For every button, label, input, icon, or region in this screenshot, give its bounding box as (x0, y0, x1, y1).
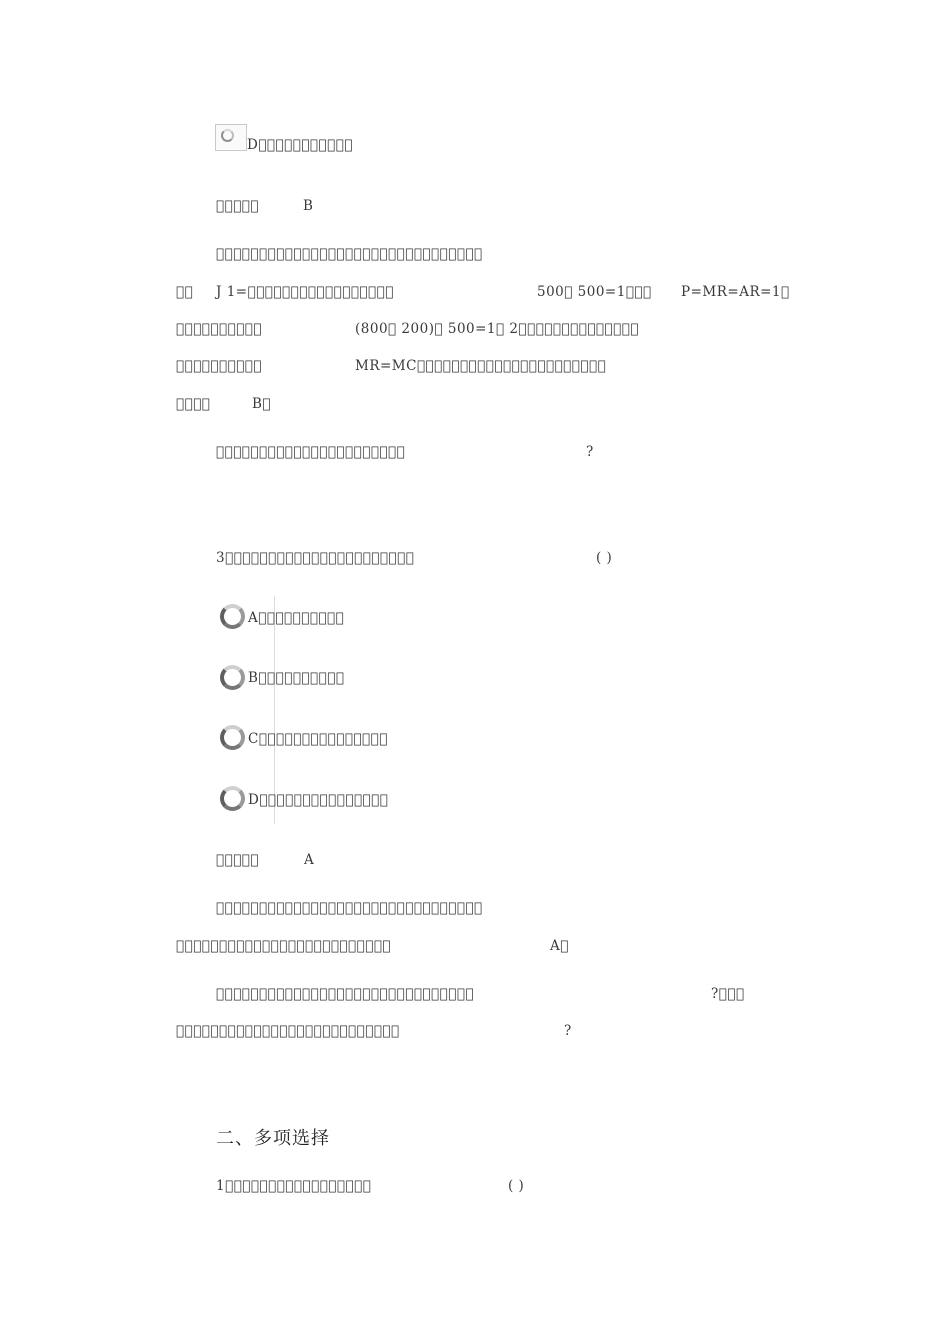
explanation-line-2c: 500  500=1    (537, 284, 652, 300)
radio-option-b[interactable] (220, 665, 245, 690)
explanation-line-2a:    (176, 284, 194, 300)
reference-q3-line-1a:                                (216, 986, 475, 1002)
radio-option-d[interactable] (220, 786, 245, 811)
explanation-line-1:                                 (216, 246, 483, 262)
explanation-q3-line-2a:                           (176, 938, 392, 954)
answer-value-q3: A (304, 852, 315, 868)
section-2-question-1-blank: ( ) (508, 1178, 525, 1194)
reference-line:                        (216, 444, 406, 460)
explanation-line-5b: B  (252, 396, 272, 412)
explanation-line-3a:            (176, 321, 263, 337)
option-a-text: A           (248, 610, 345, 626)
radio-option-a[interactable] (220, 604, 245, 629)
section-2-question-1-stem: 1                  (216, 1178, 372, 1194)
answer-label:       (216, 198, 260, 214)
explanation-line-5a:      (176, 396, 211, 412)
reference-q3-line-2b: ? (564, 1023, 572, 1039)
option-d-text-q3: D                (248, 792, 389, 808)
question-3-blank: ( ) (596, 550, 613, 566)
explanation-line-4b: MR=MC                       (355, 358, 607, 374)
explanation-q3-line-2b: A  (550, 938, 569, 954)
explanation-line-3b: (800  200)  500=1  2               (355, 321, 639, 337)
section-heading: 二、多项选择 (216, 1128, 330, 1149)
explanation-line-2b: J 1=                  (216, 284, 394, 300)
radio-option-c[interactable] (220, 725, 245, 750)
radio-icon (221, 129, 234, 142)
option-d-text: D            (247, 137, 353, 153)
option-b-text: B           (248, 670, 345, 686)
reference-mark: ? (586, 444, 594, 460)
explanation-line-4a:            (176, 358, 263, 374)
reference-q3-line-2a:                            (176, 1023, 400, 1039)
option-d-radio-frame[interactable] (215, 124, 247, 151)
explanation-q3-line-1:                                 (216, 900, 483, 916)
answer-label-q3:       (216, 852, 260, 868)
options-divider (274, 596, 275, 824)
answer-value: B (303, 198, 314, 214)
explanation-line-2d: P=MR=AR=1  (681, 284, 790, 300)
question-3-stem: 3                       (216, 550, 415, 566)
reference-q3-line-1b: ?    (711, 986, 745, 1002)
option-c-text: C                (248, 731, 388, 747)
